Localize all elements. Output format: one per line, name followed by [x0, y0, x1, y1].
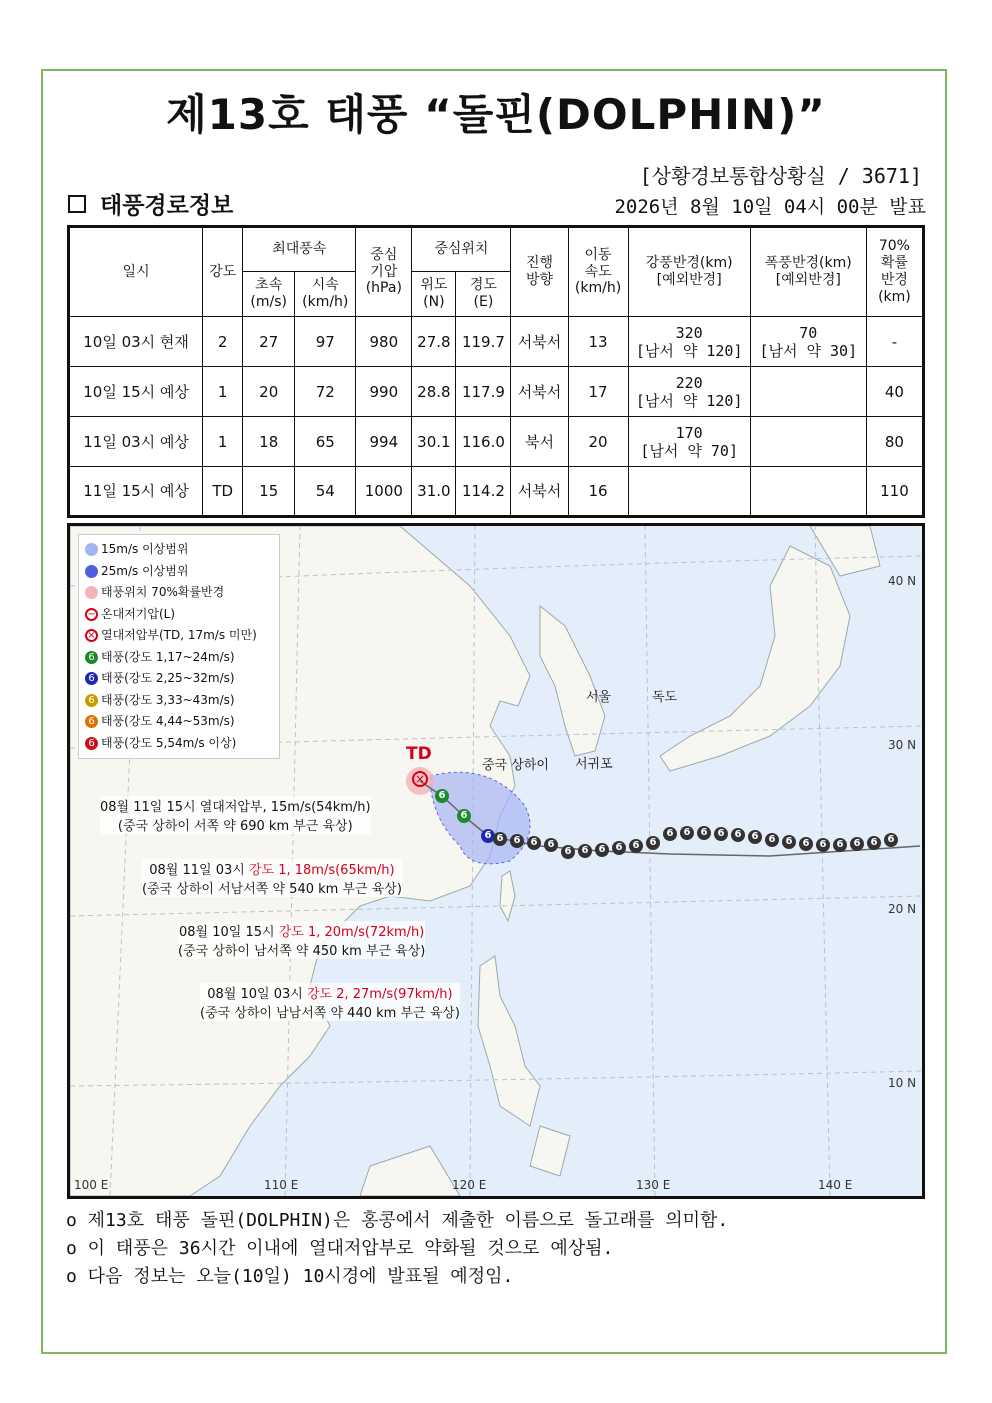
- gale-value: 220: [675, 373, 703, 392]
- legend-label: 태풍위치 70%확률반경: [101, 585, 225, 599]
- cell-direction: 서북서: [511, 367, 568, 417]
- header-speed: 이동 속도 (km/h): [568, 227, 628, 317]
- legend-extratropical-icon: −: [85, 608, 98, 621]
- cell-speed: 16: [568, 467, 628, 517]
- legend-item: [85, 647, 273, 669]
- cell-wind-kmh: 65: [295, 417, 356, 467]
- storm-exception: [남서 약 30]: [759, 341, 858, 360]
- td-label: TD: [406, 744, 432, 764]
- cell-datetime: 10일 03시 현재: [69, 317, 203, 367]
- legend-label: 태풍(강도 5,54m/s 이상): [101, 735, 237, 750]
- legend-item: [85, 582, 273, 604]
- typhoon-marker-icon: 6: [457, 809, 471, 823]
- header-lat: 위도 (N): [412, 272, 456, 317]
- cell-lon: 117.9: [456, 367, 511, 417]
- annotation-strength: 강도 2, 27m/s(97km/h): [306, 987, 453, 1002]
- annotation-10d03h: [200, 983, 460, 1021]
- cell-lon: 114.2: [456, 467, 511, 517]
- typhoon-marker-icon: 6: [481, 829, 495, 843]
- cell-wind-kmh: 97: [295, 317, 356, 367]
- legend-prob-icon: [85, 586, 98, 599]
- cell-lon: 116.0: [456, 417, 511, 467]
- cell-storm-radius: [750, 417, 866, 467]
- legend-item: [85, 668, 273, 690]
- notes: [66, 1207, 728, 1291]
- lon-label-140: 140 E: [818, 1178, 853, 1192]
- issued-time: 2026년 8월 10일 04시 00분 발표: [614, 196, 926, 218]
- table-row: [69, 467, 924, 517]
- typhoon-marker-icon: 6: [527, 836, 541, 850]
- cell-datetime: 11일 15시 예상: [69, 467, 203, 517]
- legend-typhoon4-icon: 6: [85, 715, 98, 728]
- typhoon-marker-icon: 6: [714, 827, 728, 841]
- typhoon-marker-icon: 6: [697, 826, 711, 840]
- cell-direction: 서북서: [511, 467, 568, 517]
- cell-wind-ms: 20: [243, 367, 295, 417]
- typhoon-marker-icon: 6: [435, 789, 449, 803]
- cell-speed: 20: [568, 417, 628, 467]
- typhoon-marker-icon: 6: [493, 832, 507, 846]
- header-intensity: 강도: [203, 227, 243, 317]
- cell-wind-kmh: 72: [295, 367, 356, 417]
- note-item: o 제13호 태풍 돌핀(DOLPHIN)은 홍콩에서 제출한 이름으로 돌고래를 의미함.: [66, 1210, 729, 1231]
- typhoon-marker-icon: 6: [544, 838, 558, 852]
- typhoon-marker-icon: 6: [782, 835, 796, 849]
- lat-label-20: 20 N: [888, 902, 917, 916]
- annotation-11d03h: [142, 859, 402, 897]
- annotation-time: 08월 11일 03시: [149, 863, 249, 878]
- td-marker-icon: ×: [412, 771, 428, 787]
- table-row: [69, 367, 924, 417]
- typhoon-marker-icon: 6: [850, 837, 864, 851]
- cell-lat: 30.1: [412, 417, 456, 467]
- typhoon-marker-icon: 6: [612, 841, 626, 855]
- cell-gale-radius: [628, 467, 750, 517]
- header-wind-kmh: 시속 (km/h): [295, 272, 356, 317]
- header-wind-ms: 초속 (m/s): [243, 272, 295, 317]
- legend-item: [85, 690, 273, 712]
- cell-datetime: 11일 03시 예상: [69, 417, 203, 467]
- header-pressure: 중심 기압 (hPa): [356, 227, 412, 317]
- legend-label: 태풍(강도 2,25~32m/s): [101, 671, 235, 685]
- legend-label: 열대저압부(TD, 17m/s 미만): [101, 628, 257, 642]
- cell-wind-ms: 15: [243, 467, 295, 517]
- map-legend: [78, 534, 280, 759]
- cell-prob-radius: 110: [866, 467, 923, 517]
- annotation-line: [200, 983, 460, 1002]
- gale-exception: [남서 약 120]: [635, 341, 743, 360]
- typhoon-marker-icon: 6: [884, 833, 898, 847]
- legend-label: 태풍(강도 1,17~24m/s): [101, 649, 235, 664]
- cell-pressure: 990: [356, 367, 412, 417]
- legend-15ms-icon: [85, 543, 98, 556]
- lon-label-110: 110 E: [264, 1178, 299, 1192]
- annotation-line: [178, 921, 425, 940]
- legend-item: [85, 604, 273, 626]
- storm-value: 70: [799, 323, 818, 342]
- cell-prob-radius: -: [866, 317, 923, 367]
- cell-storm-radius: [750, 467, 866, 517]
- cell-intensity: 1: [203, 417, 243, 467]
- typhoon-marker-icon: 6: [833, 838, 847, 852]
- header-center: 중심위치: [412, 227, 511, 272]
- gale-value: 320: [675, 323, 703, 342]
- cell-lat: 27.8: [412, 317, 456, 367]
- annotation-line: (중국 상하이 서남서쪽 약 540 km 부근 육상): [142, 882, 402, 897]
- legend-item: [85, 561, 273, 583]
- header-prob-radius: 70% 확률 반경 (km): [866, 227, 923, 317]
- cell-intensity: 1: [203, 367, 243, 417]
- place-seogwipo: 서귀포: [575, 757, 613, 772]
- typhoon-track-map: [67, 523, 925, 1199]
- cell-storm-radius: [750, 317, 866, 367]
- cell-wind-ms: 27: [243, 317, 295, 367]
- legend-label: 온대저기압(L): [101, 606, 176, 621]
- gale-value: 170: [675, 423, 703, 442]
- typhoon-marker-icon: 6: [595, 843, 609, 857]
- cell-speed: 17: [568, 367, 628, 417]
- annotation-line: (중국 상하이 남남서쪽 약 440 km 부근 육상): [200, 1006, 460, 1021]
- legend-label: 15m/s 이상범위: [101, 542, 189, 556]
- typhoon-marker-icon: 6: [765, 833, 779, 847]
- typhoon-marker-icon: 6: [867, 836, 881, 850]
- checkbox-square-icon: [68, 195, 86, 213]
- lon-label-100: 100 E: [74, 1178, 109, 1192]
- legend-item: [85, 539, 273, 561]
- legend-typhoon3-icon: 6: [85, 694, 98, 707]
- cell-intensity: 2: [203, 317, 243, 367]
- legend-25ms-icon: [85, 565, 98, 578]
- typhoon-marker-icon: 6: [748, 830, 762, 844]
- typhoon-marker-icon: 6: [629, 839, 643, 853]
- annotation-strength: 강도 1, 18m/s(65km/h): [248, 863, 395, 878]
- annotation-line: 08월 11일 15시 열대저압부, 15m/s(54km/h): [100, 800, 371, 815]
- typhoon-marker-icon: 6: [561, 845, 575, 859]
- note-item: o 다음 정보는 오늘(10일) 10시경에 발표될 예정임.: [66, 1266, 514, 1287]
- lat-label-40: 40 N: [888, 574, 917, 588]
- legend-label: 태풍(강도 4,44~53m/s): [101, 714, 235, 728]
- cell-speed: 13: [568, 317, 628, 367]
- lat-label-10: 10 N: [888, 1076, 917, 1090]
- legend-item: [85, 625, 273, 647]
- cell-gale-radius: [628, 367, 750, 417]
- section-heading: [68, 187, 233, 220]
- place-shanghai: 중국 상하이: [482, 758, 549, 773]
- typhoon-marker-icon: 6: [816, 838, 830, 852]
- header-storm-radius: 폭풍반경(km) [예외반경]: [750, 227, 866, 317]
- cell-datetime: 10일 15시 예상: [69, 367, 203, 417]
- lon-label-120: 120 E: [452, 1178, 487, 1192]
- cell-direction: 서북서: [511, 317, 568, 367]
- place-dokdo: 독도: [652, 690, 678, 705]
- annotation-time: 08월 10일 03시: [207, 987, 307, 1002]
- cell-lat: 31.0: [412, 467, 456, 517]
- typhoon-marker-icon: 6: [731, 828, 745, 842]
- cell-storm-radius: [750, 367, 866, 417]
- annotation-11d15h: [100, 796, 371, 834]
- department-label: [상황경보통합상황실 / 3671]: [639, 164, 922, 188]
- cell-pressure: 980: [356, 317, 412, 367]
- annotation-line: (중국 상하이 서쪽 약 690 km 부근 육상): [117, 819, 353, 834]
- annotation-time: 08월 10일 15시: [179, 925, 279, 940]
- gale-exception: [남서 약 70]: [640, 441, 738, 460]
- annotation-line: [142, 859, 402, 878]
- cell-prob-radius: 40: [866, 367, 923, 417]
- gale-exception: [남서 약 120]: [635, 391, 743, 410]
- cell-gale-radius: [628, 417, 750, 467]
- typhoon-marker-icon: 6: [646, 836, 660, 850]
- table-row: [69, 417, 924, 467]
- legend-typhoon5-icon: 6: [85, 737, 98, 750]
- place-seoul: 서울: [586, 690, 612, 705]
- cell-pressure: 994: [356, 417, 412, 467]
- section-title: 태풍경로정보: [100, 193, 234, 219]
- legend-item: [85, 733, 273, 755]
- typhoon-marker-icon: 6: [799, 837, 813, 851]
- header-direction: 진행 방향: [511, 227, 568, 317]
- cell-pressure: 1000: [356, 467, 412, 517]
- typhoon-info-table: [67, 225, 925, 518]
- header-max-wind: 최대풍속: [243, 227, 356, 272]
- annotation-line: (중국 상하이 남서쪽 약 450 km 부근 육상): [178, 944, 426, 959]
- cell-prob-radius: 80: [866, 417, 923, 467]
- legend-label: 태풍(강도 3,33~43m/s): [101, 692, 235, 707]
- legend-td-icon: ×: [85, 629, 98, 642]
- page-title: 제13호 태풍 “돌핀(DOLPHIN)”: [166, 90, 826, 139]
- legend-typhoon1-icon: 6: [85, 651, 98, 664]
- lon-label-130: 130 E: [636, 1178, 671, 1192]
- typhoon-marker-icon: 6: [680, 826, 694, 840]
- cell-intensity: TD: [203, 467, 243, 517]
- annotation-10d15h: [178, 921, 425, 959]
- cell-gale-radius: [628, 317, 750, 367]
- typhoon-marker-icon: 6: [663, 827, 677, 841]
- note-item: o 이 태풍은 36시간 이내에 열대저압부로 약화될 것으로 예상됨.: [66, 1238, 614, 1259]
- legend-typhoon2-icon: 6: [85, 672, 98, 685]
- cell-direction: 북서: [511, 417, 568, 467]
- typhoon-marker-icon: 6: [578, 844, 592, 858]
- typhoon-marker-icon: 6: [510, 834, 524, 848]
- cell-lat: 28.8: [412, 367, 456, 417]
- header-datetime: 일시: [69, 227, 203, 317]
- cell-wind-ms: 18: [243, 417, 295, 467]
- cell-lon: 119.7: [456, 317, 511, 367]
- legend-item: [85, 711, 273, 733]
- table-row: [69, 317, 924, 367]
- header-lon: 경도 (E): [456, 272, 511, 317]
- legend-label: 25m/s 이상범위: [101, 563, 189, 578]
- lat-label-30: 30 N: [888, 738, 917, 752]
- header-gale-radius: 강풍반경(km) [예외반경]: [628, 227, 750, 317]
- annotation-strength: 강도 1, 20m/s(72km/h): [278, 925, 425, 940]
- cell-wind-kmh: 54: [295, 467, 356, 517]
